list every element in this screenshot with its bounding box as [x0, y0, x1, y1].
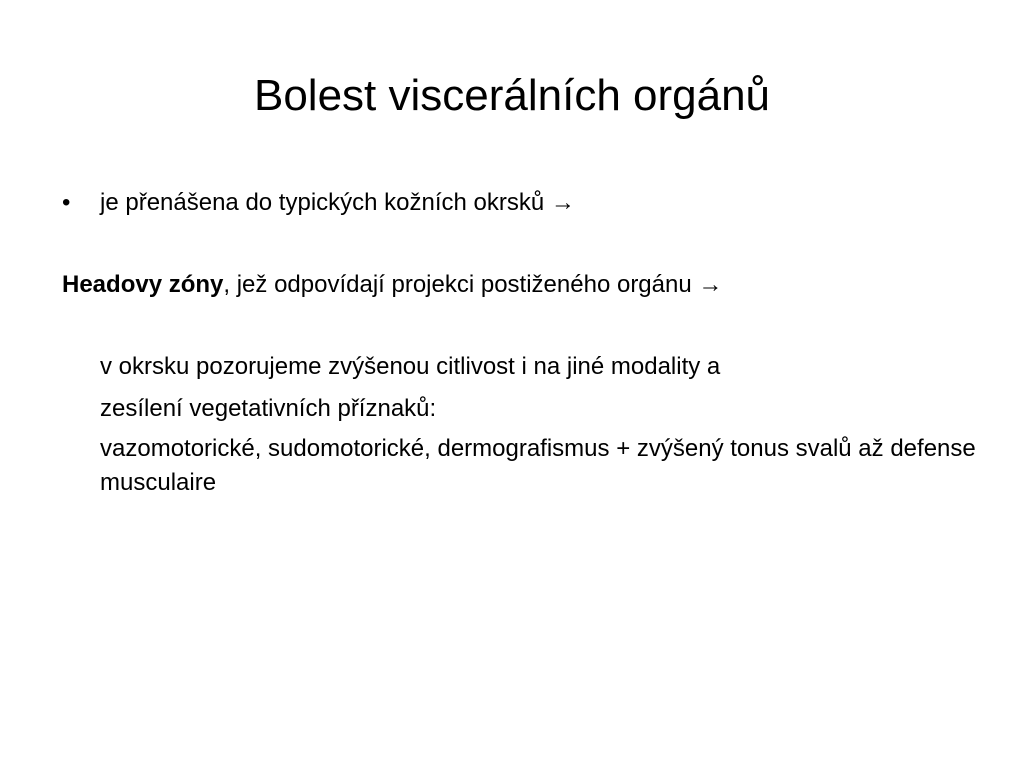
headov-zones-line: [62, 270, 722, 300]
bullet-marker: •: [62, 189, 71, 216]
paragraph-line-2: zesílení vegetativních příznaků:: [100, 395, 437, 422]
bullet-text: je přenášena do typických kožních okrsků →: [100, 189, 575, 216]
paragraph-line-3: vazomotorické, sudomotorické, dermografismus + zvýšený tonus svalů až defense musculaire: [100, 435, 976, 496]
paragraph-line-1: v okrsku pozorujeme zvýšenou citlivost i na jiné modality a: [100, 353, 721, 380]
headov-zones-description: , jež odpovídají projekci postiženého orgánu →: [223, 271, 723, 298]
bullet-item: [62, 188, 575, 218]
slide-title: Bolest viscerálních orgánů: [253, 71, 771, 120]
headov-zones-term: Headovy zóny: [62, 271, 224, 298]
